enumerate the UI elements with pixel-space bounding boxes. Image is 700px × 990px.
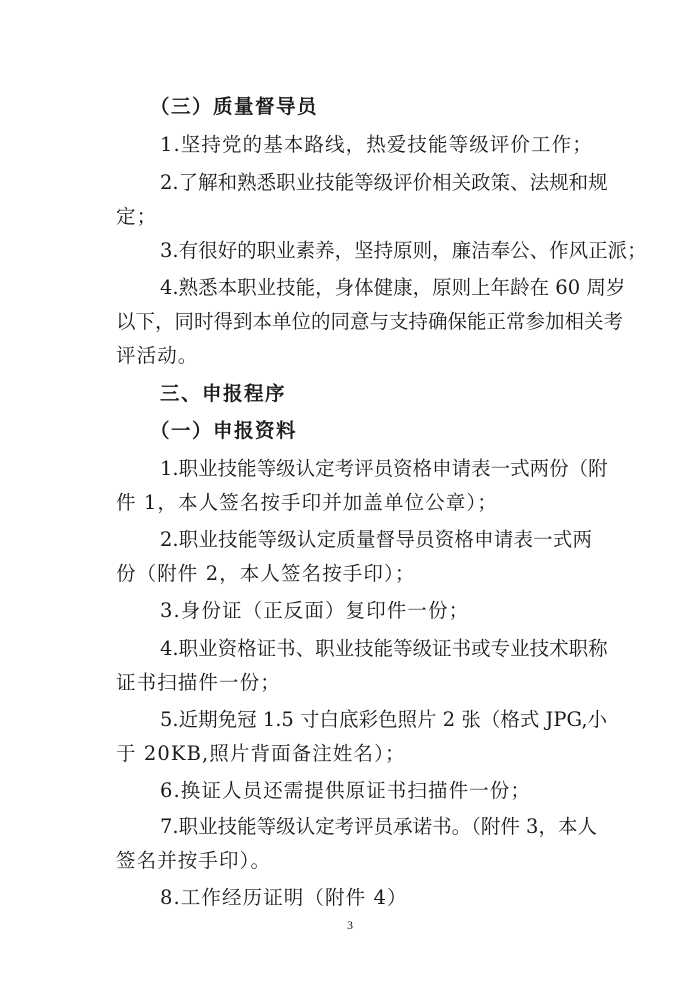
paragraph-line: 3.有很好的职业素养，坚持原则，廉洁奉公、作风正派； [160, 239, 647, 262]
paragraph-line: 1.坚持党的基本路线，热爱技能等级评价工作； [160, 133, 593, 156]
paragraph-line: 7.职业技能等级认定考评员承诺书。（附件 3，本人 [160, 815, 597, 838]
paragraph-line: 于 20KB,照片背面备注姓名）； [116, 742, 406, 765]
paragraph-line: 证书扫描件一份； [116, 671, 281, 694]
paragraph-line: 签名并按手印）。 [116, 849, 272, 872]
section-heading-quality-supervisor: （三）质量督导员 [150, 95, 319, 118]
paragraph-line: 8.工作经历证明（附件 4） [160, 886, 408, 909]
paragraph-line: 以下，同时得到本单位的同意与支持确保能正常参加相关考 [116, 310, 624, 333]
paragraph-line: 2.职业技能等级认定质量督导员资格申请表一式两 [160, 528, 592, 551]
paragraph-line: 份（附件 2，本人签名按手印）； [116, 562, 416, 585]
paragraph-line: 6.换证人员还需提供原证书扫描件一份； [160, 779, 532, 802]
paragraph-line: 5.近期免冠 1.5 寸白底彩色照片 2 张（格式 JPG,小 [160, 708, 608, 731]
paragraph-line: 2.了解和熟悉职业技能等级评价相关政策、法规和规 [160, 171, 608, 194]
paragraph-line: 件 1，本人签名按手印并加盖单位公章）； [116, 491, 498, 514]
paragraph-line: 评活动。 [116, 344, 199, 367]
paragraph-line: 4.职业资格证书、职业技能等级证书或专业技术职称 [160, 637, 608, 660]
paragraph-line: 1.职业技能等级认定考评员资格申请表一式两份（附 [160, 457, 608, 480]
subsection-heading-application-materials: （一）申报资料 [150, 419, 298, 442]
paragraph-line: 3.身份证（正反面）复印件一份； [160, 599, 470, 622]
paragraph-line: 定； [116, 205, 158, 228]
paragraph-line: 4.熟悉本职业技能，身体健康，原则上年龄在 60 周岁 [160, 276, 626, 299]
page-number: 3 [347, 918, 353, 932]
section-heading-application-procedure: 三、申报程序 [160, 382, 287, 405]
